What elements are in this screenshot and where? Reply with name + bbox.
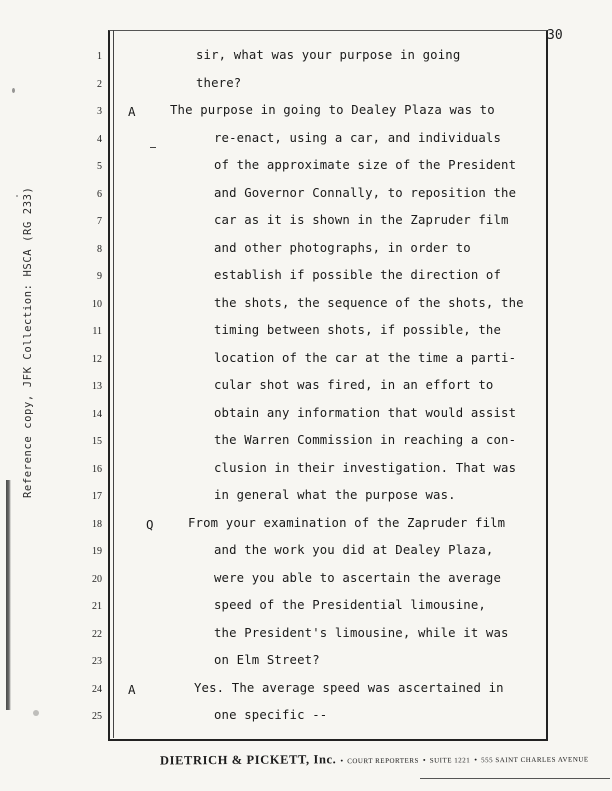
margin-dash-mark: [150, 147, 156, 148]
transcript-text-line: the President's limousine, while it was: [214, 625, 509, 640]
transcript-text-line: re-enact, using a car, and individuals: [214, 130, 502, 145]
transcript-text-line: the shots, the sequence of the shots, the: [214, 295, 524, 310]
transcript-text-line: From your examination of the Zapruder film: [188, 515, 506, 530]
answer-marker: A: [128, 104, 136, 119]
line-number: 13: [92, 381, 102, 392]
line-number: 15: [92, 436, 102, 447]
firm-name: DIETRICH & PICKETT, Inc.: [159, 752, 337, 768]
line-number: 20: [92, 573, 102, 585]
transcript-text-line: location of the car at the time a parti-: [214, 350, 517, 365]
line-number: 12: [92, 353, 102, 365]
line-number: 8: [97, 243, 102, 255]
scan-speck: [12, 88, 15, 93]
transcript-text-line: were you able to ascertain the average: [214, 570, 502, 585]
transcript-text-line: The purpose in going to Dealey Plaza was to: [170, 103, 495, 117]
question-marker: Q: [146, 516, 154, 532]
bottom-rule: [420, 778, 610, 779]
transcript-text-line: speed of the Presidential limousine,: [214, 598, 486, 612]
line-number: 21: [92, 601, 102, 612]
line-number: 16: [92, 463, 102, 475]
transcript-text-line: on Elm Street?: [214, 653, 320, 667]
transcript-text-line: of the approximate size of the President: [214, 158, 517, 172]
transcript-text-line: there?: [196, 75, 242, 90]
line-number: 10: [92, 298, 102, 310]
transcript-text-line: clusion in their investigation. That was: [214, 460, 517, 475]
reporter-footer: DIETRICH & PICKETT, Inc. • COURT REPORTERS • SUITE 1221 • 555 SAINT CHARLES AVENUE: [159, 752, 589, 768]
scan-speck: [16, 195, 18, 197]
line-number: 18: [92, 518, 102, 530]
scan-speck: [33, 710, 39, 716]
line-number: 6: [97, 188, 102, 200]
frame-margin-rule: [113, 30, 114, 738]
transcript-text-line: timing between shots, if possible, the: [214, 323, 502, 337]
line-number: 23: [92, 656, 102, 667]
firm-suite: SUITE 1221: [429, 756, 471, 765]
answer-marker: A: [128, 681, 136, 697]
transcript-text-line: and other photographs, in order to: [214, 240, 471, 255]
line-number: 4: [97, 133, 102, 145]
line-number: 17: [92, 491, 102, 502]
transcript-text-line: sir, what was your purpose in going: [196, 48, 461, 62]
line-number: 11: [92, 326, 102, 337]
line-number: 9: [97, 271, 102, 282]
line-number: 25: [92, 711, 102, 722]
line-number: 19: [92, 546, 102, 557]
line-number: 5: [97, 161, 102, 172]
line-number: 2: [97, 78, 102, 90]
transcript-text-line: in general what the purpose was.: [214, 488, 456, 502]
collection-stamp: Reference copy, JFK Collection: HSCA (RG 233): [22, 186, 34, 498]
line-number: 7: [97, 216, 102, 227]
transcript-text-line: obtain any information that would assist: [214, 405, 517, 420]
line-number: 22: [92, 628, 102, 640]
line-number: 14: [92, 408, 102, 420]
transcript-text-line: establish if possible the direction of: [214, 268, 502, 282]
transcript-text-line: and Governor Connally, to reposition the: [214, 185, 517, 200]
firm-address: 555 SAINT CHARLES AVENUE: [481, 755, 589, 765]
line-number: 3: [97, 106, 102, 117]
transcript-text-line: and the work you did at Dealey Plaza,: [214, 543, 494, 557]
transcript-text-line: Yes. The average speed was ascertained in: [194, 680, 504, 695]
transcript-text-line: one specific --: [214, 708, 328, 722]
transcript-text-line: car as it is shown in the Zapruder film: [214, 213, 509, 227]
page-number: 30: [547, 28, 563, 43]
line-number: 1: [97, 51, 102, 62]
line-number: 24: [92, 683, 102, 695]
scan-edge-artifact: [6, 480, 11, 710]
transcript-text-line: the Warren Commission in reaching a con-: [214, 433, 517, 447]
transcript-text-line: cular shot was fired, in an effort to: [214, 378, 494, 392]
firm-role: COURT REPORTERS: [347, 756, 419, 766]
